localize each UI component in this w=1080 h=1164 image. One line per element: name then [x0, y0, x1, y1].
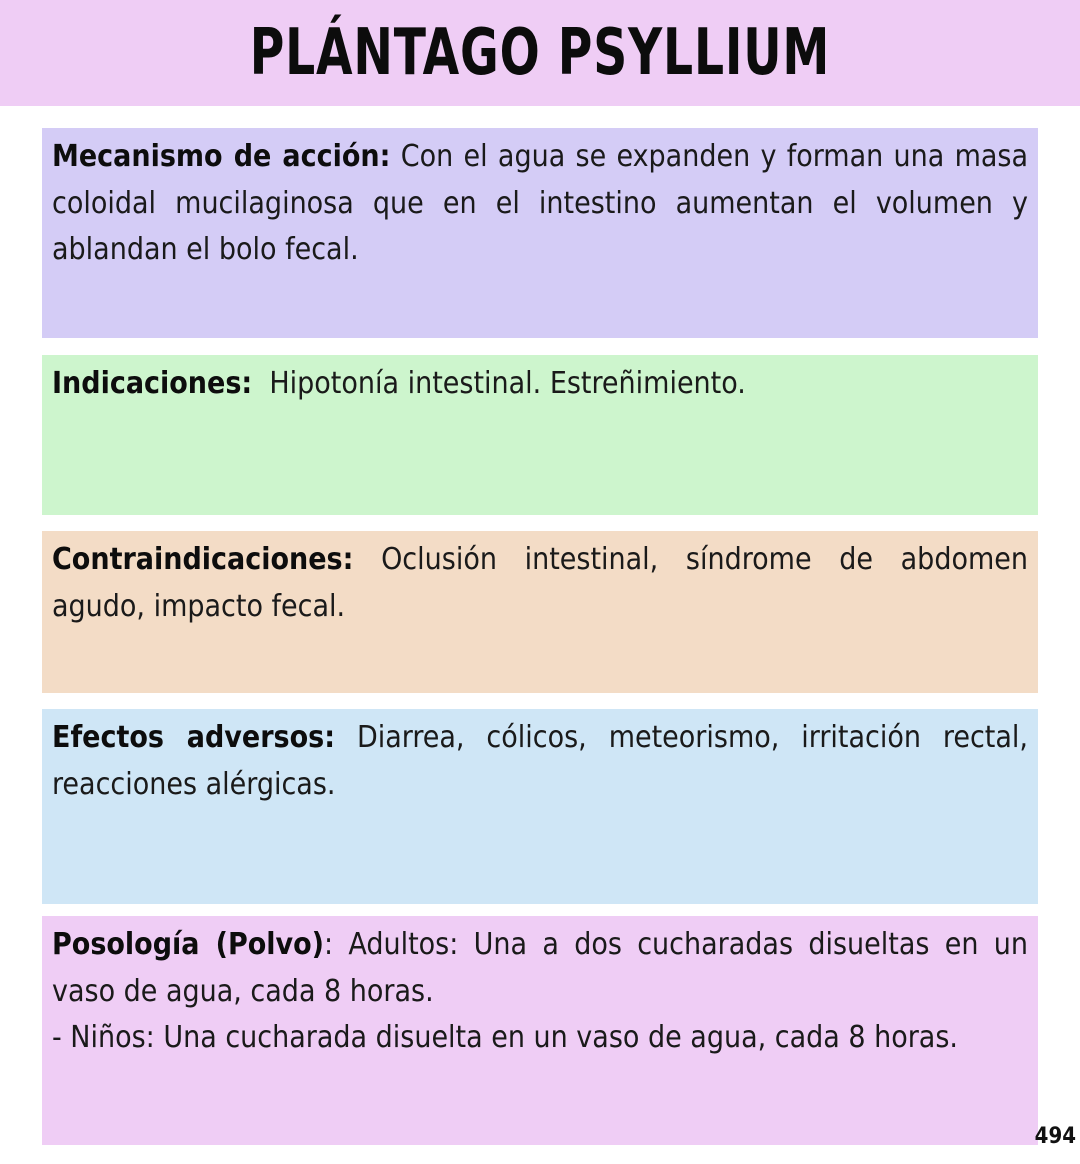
indications-label: Indicaciones:: [52, 366, 253, 401]
contraindications-label: Contraindicaciones:: [52, 542, 354, 577]
page-title: PLÁNTAGO PSYLLIUM: [249, 16, 831, 90]
adverse-effects-text: Diarrea, cólicos, meteorismo, irritación rectal, reacciones alérgicas.: [52, 720, 1028, 802]
contraindications-paragraph: [52, 537, 1028, 630]
header-banner: [0, 0, 1080, 106]
dosage-children-paragraph: - Niños: Una cucharada disuelta en un vaso de agua, cada 8 horas.: [52, 1020, 958, 1055]
section-contraindications: [42, 531, 1038, 693]
section-indications: [42, 355, 1038, 515]
mechanism-label: Mecanismo de acción:: [52, 139, 391, 174]
indications-paragraph: [52, 361, 1028, 408]
contraindications-text: Oclusión intestinal, síndrome de abdomen agudo, impacto fecal.: [52, 542, 1028, 624]
section-mechanism: [42, 128, 1038, 338]
mechanism-text: Con el agua se expanden y forman una masa coloidal mucilaginosa que en el intestino aumentan el volumen y ablandan el bolo fecal.: [52, 139, 1029, 267]
section-adverse-effects: [42, 709, 1038, 904]
dosage-adults-text: : Adultos: Una a dos cucharadas disueltas en un vaso de agua, cada 8 horas.: [52, 927, 1028, 1009]
dosage-adults-paragraph: [52, 922, 1028, 1015]
adverse-effects-paragraph: [52, 715, 1028, 808]
adverse-effects-label: Efectos adversos:: [52, 720, 335, 755]
indications-text: Hipotonía intestinal. Estreñimiento.: [252, 366, 746, 401]
mechanism-paragraph: [52, 134, 1028, 274]
page-number: 494: [1034, 1124, 1076, 1149]
dosage-label: Posología (Polvo): [52, 927, 324, 962]
section-dosage: [42, 916, 1038, 1145]
